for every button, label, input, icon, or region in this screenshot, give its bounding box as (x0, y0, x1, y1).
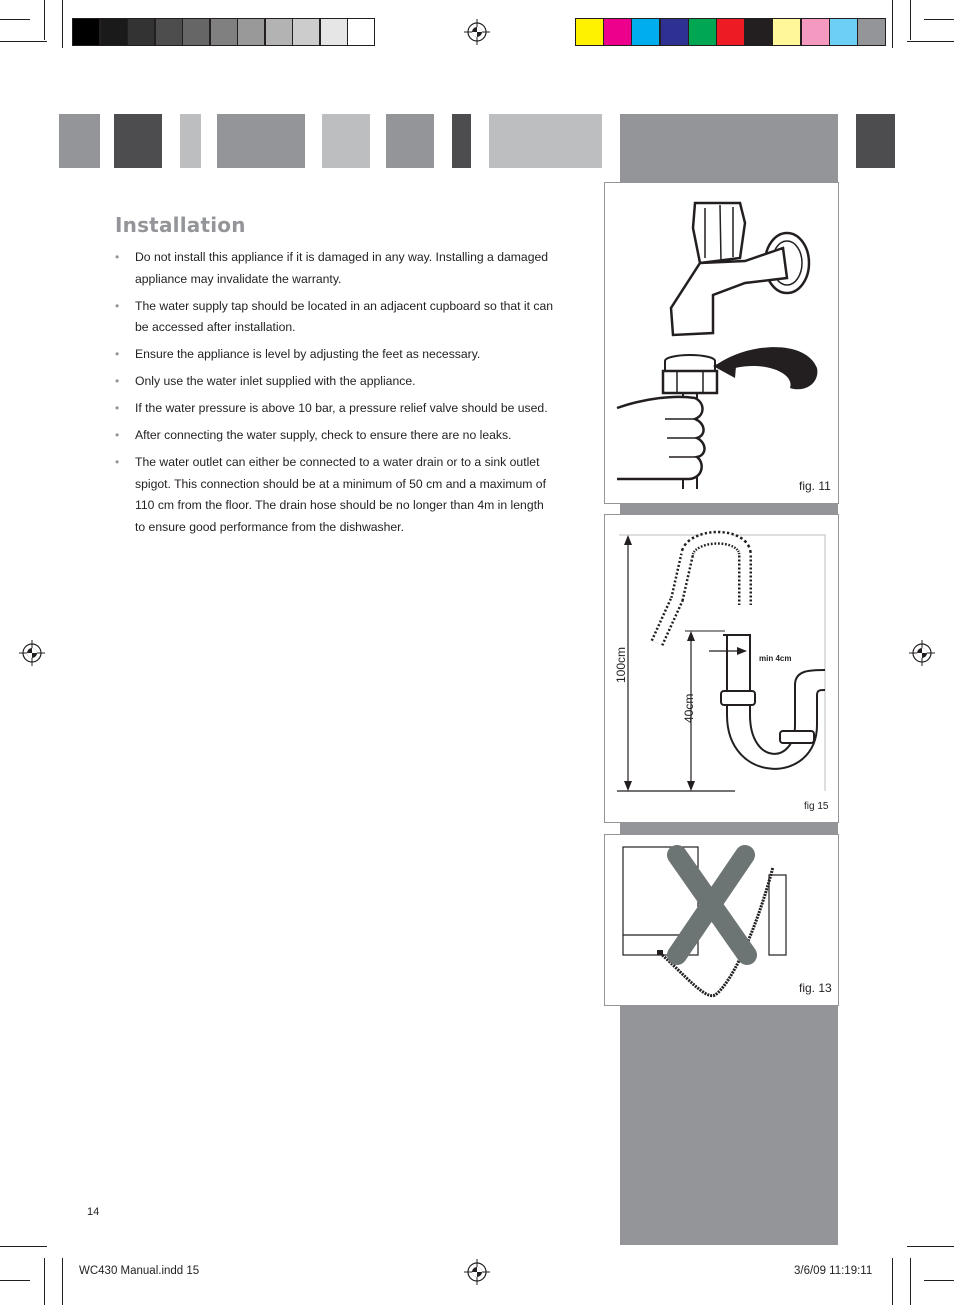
gray-swatch (72, 18, 100, 46)
bullet-item (115, 296, 555, 339)
crop-mark (910, 1258, 911, 1305)
tap-hose-connection-illustration-icon (605, 183, 837, 501)
header-block (217, 114, 305, 168)
gray-swatch (237, 18, 265, 46)
header-block (180, 114, 201, 168)
gray-swatch (265, 18, 293, 46)
color-swatch (688, 18, 717, 46)
bullet-dot-icon: • (115, 298, 120, 313)
section-title: Installation (115, 213, 246, 237)
bullet-item (115, 425, 555, 447)
crop-mark (0, 1280, 30, 1281)
bullet-text: If the water pressure is above 10 bar, a pressure relief valve should be used. (135, 401, 548, 415)
crop-mark (907, 41, 954, 42)
crop-mark (62, 0, 63, 48)
crop-mark (924, 1280, 954, 1281)
color-swatch (857, 18, 886, 46)
figure-13-panel (604, 834, 839, 1006)
color-swatch (603, 18, 632, 46)
color-swatch (716, 18, 745, 46)
header-block (114, 114, 162, 168)
crop-mark (0, 41, 47, 42)
figure-11-panel (604, 182, 839, 504)
gray-swatch (210, 18, 238, 46)
bullet-item (115, 247, 555, 290)
page-number: 14 (87, 1206, 100, 1218)
dimension-100cm-label: 100cm (614, 646, 628, 683)
header-block (856, 114, 895, 168)
gray-swatch (155, 18, 183, 46)
bullet-text: The water outlet can either be connected to a water drain or to a sink outlet spigot. This connection should be at a minimum of 50 cm and a maximum of 110 cm from the floor. The drain hose should be no longer than 4m in length to ensure good performance from the dishwasher. (135, 455, 546, 534)
crop-mark (0, 1246, 47, 1247)
color-swatch (772, 18, 801, 46)
registration-mark-icon (909, 640, 935, 666)
installation-bullet-list (115, 247, 555, 544)
crop-mark (44, 1258, 45, 1305)
crop-mark (892, 1258, 893, 1305)
header-block (452, 114, 471, 168)
bullet-item (115, 344, 555, 366)
bullet-text: Ensure the appliance is level by adjusting the feet as necessary. (135, 347, 481, 361)
registration-mark-icon (464, 19, 490, 45)
bullet-dot-icon: • (115, 250, 120, 264)
color-swatch (801, 18, 830, 46)
dimension-40cm-label: 40cm (682, 693, 696, 723)
bullet-dot-icon: • (115, 401, 120, 415)
gray-swatch (320, 18, 348, 46)
crop-mark (907, 1246, 954, 1247)
color-swatch (829, 18, 858, 46)
bullet-dot-icon: • (115, 455, 120, 469)
color-swatch (744, 18, 773, 46)
header-block (386, 114, 434, 168)
figure-15-label: fig 15 (804, 801, 829, 812)
bullet-item (115, 398, 555, 420)
crop-mark (62, 1258, 63, 1305)
figure-13-label: fig. 13 (799, 981, 832, 995)
figure-11-label: fig. 11 (799, 479, 831, 493)
timestamp-slug: 3/6/09 11:19:11 (794, 1265, 873, 1277)
bullet-dot-icon: • (115, 428, 120, 442)
bullet-text: Only use the water inlet supplied with the appliance. (135, 374, 416, 388)
bullet-item (115, 452, 555, 538)
bullet-dot-icon: • (115, 374, 120, 388)
gray-swatch (182, 18, 210, 46)
incorrect-hose-routing-diagram-icon (605, 835, 837, 1003)
gray-swatch (100, 18, 128, 46)
crop-mark (910, 0, 911, 40)
crop-mark (892, 0, 893, 48)
crop-mark (924, 19, 954, 20)
color-swatch (631, 18, 660, 46)
color-swatch (575, 18, 604, 46)
gray-swatch (292, 18, 320, 46)
crop-mark (44, 0, 45, 40)
bullet-text: The water supply tap should be located in an adjacent cupboard so that it can be accessed after installation. (135, 298, 554, 334)
gray-swatch (347, 18, 375, 46)
header-block (322, 114, 370, 168)
header-block (489, 114, 602, 168)
header-block (59, 114, 100, 168)
bullet-text: After connecting the water supply, check to ensure there are no leaks. (135, 428, 512, 442)
bullet-text: Do not install this appliance if it is damaged in any way. Installing a damaged appliance may invalidate the warranty. (135, 250, 549, 286)
registration-mark-icon (464, 1259, 490, 1285)
bullet-item (115, 371, 555, 393)
drain-hose-height-diagram-icon (605, 515, 837, 820)
file-slug: WC430 Manual.indd 15 (79, 1265, 200, 1277)
gray-swatch (127, 18, 155, 46)
figure-15-panel (604, 514, 839, 823)
registration-mark-icon (19, 640, 45, 666)
bullet-dot-icon: • (115, 347, 120, 361)
dimension-min-4cm-label: min 4cm (759, 654, 792, 663)
color-swatch (660, 18, 689, 46)
crop-mark (0, 19, 30, 20)
